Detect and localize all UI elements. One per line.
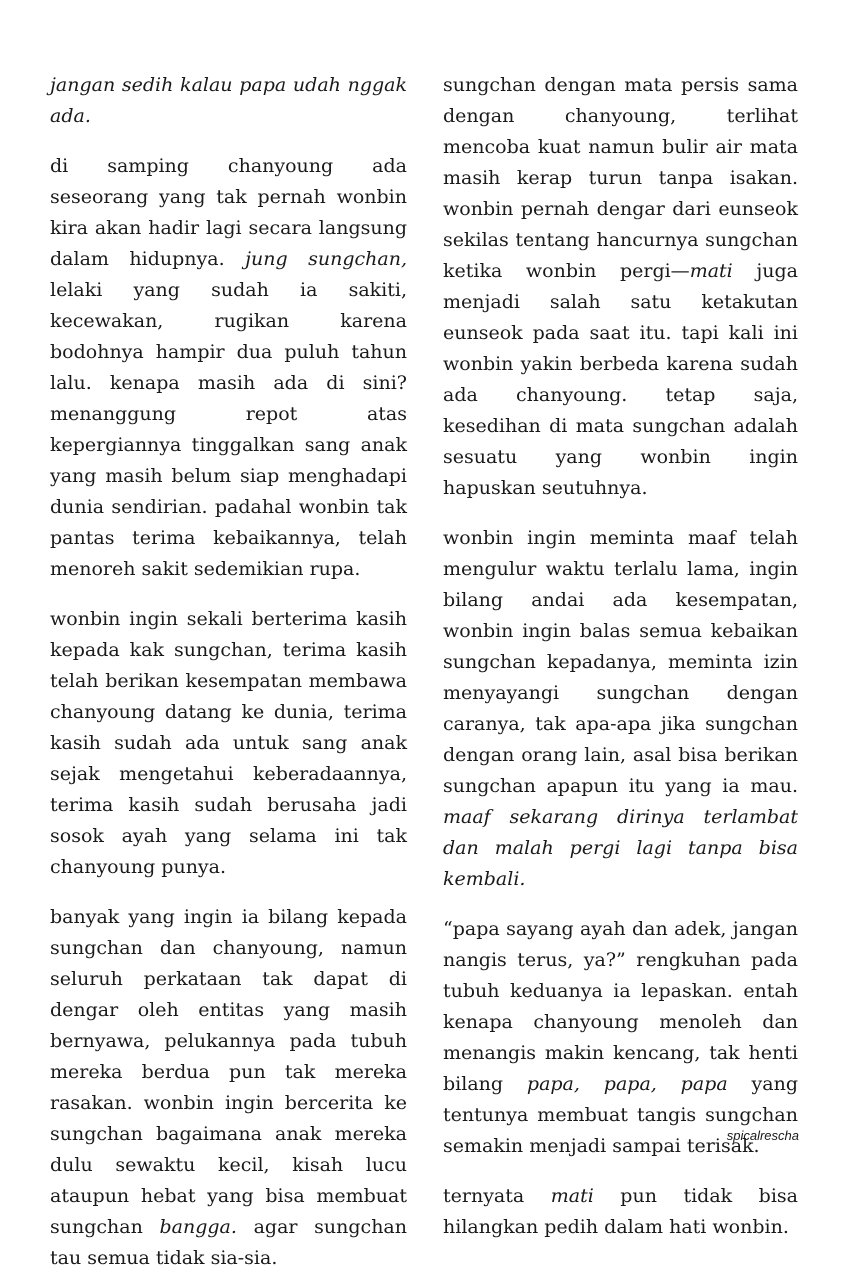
text-run: di samping chanyoung ada seseorang yang tak pernah wonbin kira akan hadir lagi secara langsung dalam hidupnya. (50, 155, 414, 270)
italic-text: mati (550, 1185, 594, 1207)
text-run: sungchan dengan mata persis sama dengan chanyoung, terlihat mencoba kuat namun bulir air mata masih kerap turun tanpa isakan. wonbin pernah dengar dari eunseok sekilas tentang hancurnya sungchan ketika wonbin pergi— (443, 74, 805, 282)
italic-text: jung sungchan, (245, 248, 407, 270)
text-run: agar sungchan tau semua tidak sia-sia. (50, 1216, 414, 1269)
paragraph (443, 914, 805, 1162)
paragraph (443, 1181, 805, 1243)
paragraph (443, 523, 805, 895)
paragraph (50, 604, 414, 883)
text-run: ternyata (443, 1185, 551, 1207)
italic-text: jangan sedih kalau papa udah nggak ada. (50, 74, 414, 127)
text-run: juga menjadi salah satu ketakutan eunseok pada saat itu. tapi kali ini wonbin yakin berbeda karena sudah ada chanyoung. tetap saja, kesedihan di mata sungchan adalah sesuatu yang wonbin ingin hapuskan seutuhnya. (443, 260, 805, 499)
text-run: wonbin ingin sekali berterima kasih kepada kak sungchan, terima kasih telah berikan kesempatan membawa chanyoung datang ke dunia, terima kasih sudah ada untuk sang anak sejak mengetahui keberadaannya, terima kasih sudah berusaha jadi sosok ayah yang selama ini tak chanyoung punya. (50, 608, 414, 878)
text-run: pun tidak bisa hilangkan pedih dalam hati wonbin. (443, 1185, 805, 1238)
italic-text: mati (689, 260, 733, 282)
text-run: wonbin ingin meminta maaf telah mengulur waktu terlalu lama, ingin bilang andai ada kesempatan, wonbin ingin balas semua kebaikan sungchan kepadanya, meminta izin menyayangi sungchan dengan caranya, tak apa-apa jika sungchan dengan orang lain, asal bisa berikan sungchan apapun itu yang ia mau. (443, 527, 805, 797)
author-signature: spicalrescha (726, 1128, 799, 1143)
italic-text: maaf sekarang dirinya terlambat dan malah pergi lagi tanpa bisa kembali. (443, 806, 805, 890)
paragraph (50, 151, 414, 585)
paragraph (50, 70, 414, 132)
text-run: “papa sayang ayah dan adek, jangan nangis terus, ya?” rengkuhan pada tubuh keduanya ia lepaskan. entah kenapa chanyoung menoleh dan menangis makin kencang, tak henti bilang (443, 918, 805, 1095)
paragraph (443, 70, 805, 504)
paragraph (50, 902, 414, 1274)
left-column (50, 70, 414, 1274)
right-column (443, 70, 805, 1243)
italic-text: papa, papa, papa (526, 1073, 728, 1095)
text-run: yang tentunya membuat tangis sungchan semakin menjadi sampai terisak. (443, 1073, 805, 1157)
italic-text: bangga. (159, 1216, 237, 1238)
text-run: lelaki yang sudah ia sakiti, kecewakan, rugikan karena bodohnya hampir dua puluh tahun lalu. kenapa masih ada di sini? menanggung repot atas kepergiannya tinggalkan sang anak yang masih belum siap menghadapi dunia sendirian. padahal wonbin tak pantas terima kebaikannya, telah menoreh sakit sedemikian rupa. (50, 248, 414, 580)
text-run: banyak yang ingin ia bilang kepada sungchan dan chanyoung, namun seluruh perkataan tak dapat di dengar oleh entitas yang masih bernyawa, pelukannya pada tubuh mereka berdua pun tak mereka rasakan. wonbin ingin bercerita ke sungchan bagaimana anak mereka dulu sewaktu kecil, kisah lucu ataupun hebat yang bisa membuat sungchan (50, 906, 414, 1238)
